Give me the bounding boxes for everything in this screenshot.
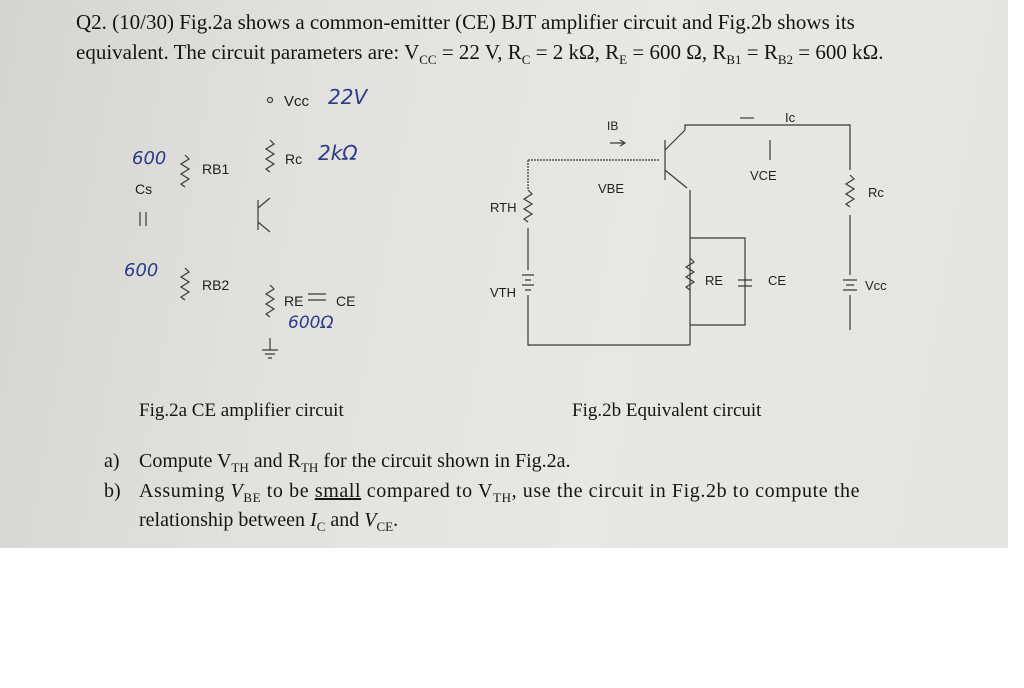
label-vth: VTH [490, 285, 516, 300]
ce-capacitor-2a [308, 294, 326, 300]
hand-vcc-value: 22V [328, 85, 368, 109]
vth-source [522, 275, 534, 290]
label-rb2: RB2 [202, 277, 230, 293]
rc-resistor-2b [846, 175, 854, 207]
vcc-source-2b [843, 280, 857, 290]
label-vcc-2a: Vcc [284, 93, 310, 110]
label-re-2b: RE [705, 273, 724, 288]
label-ib: IB [607, 119, 619, 133]
label-ce-2a: CE [336, 293, 356, 309]
transistor-2a [258, 198, 270, 232]
hand-rc-value: 2kΩ [318, 141, 358, 165]
hand-re-value: 600Ω [288, 313, 334, 333]
collector-wire [685, 125, 850, 170]
label-ce-2b: CE [768, 273, 787, 288]
label-rb1: RB1 [202, 161, 230, 177]
label-rc-2b: Rc [868, 185, 884, 200]
question-header-line1: Q2. (10/30) Fig.2a shows a common-emitter (CE) BJT amplifier circuit and Fig.2b shows its [76, 10, 855, 34]
rth-resistor [524, 190, 532, 222]
label-re-2a: RE [284, 293, 304, 309]
hand-rb2-value: 600 [124, 260, 159, 281]
label-cs: Cs [135, 181, 153, 197]
bottom-wire [528, 295, 690, 345]
label-vce: VCE [750, 168, 777, 183]
label-ic: Ic [785, 110, 796, 125]
question-header-line2: equivalent. The circuit parameters are: $V_{CC} = 22$ V, $R_C = 2$ kΩ, $R_E = 600$ Ω, $R_{B1} = R_{B2} = 600$ kΩ. [76, 40, 884, 68]
question-b-letter: b) [104, 480, 121, 502]
label-vbe: VBE [598, 181, 625, 196]
rc-resistor [266, 140, 274, 172]
vcc-terminal [268, 98, 273, 103]
label-rc-2a: Rc [285, 151, 303, 167]
label-rth: RTH [490, 200, 517, 215]
caption-fig2a: Fig.2a CE amplifier circuit [139, 400, 344, 421]
cs-capacitor [140, 212, 146, 226]
rb1-resistor [181, 155, 189, 187]
ib-arrow [610, 140, 625, 146]
label-vcc-2b: Vcc [865, 278, 887, 293]
question-a-text: Compute $V_{TH}$ and $R_{TH}$ for the circuit shown in Fig.2a. [139, 450, 571, 475]
transistor-2b [665, 130, 687, 188]
hand-rb1-value: 600 [132, 148, 167, 169]
rb2-resistor [181, 268, 189, 300]
base-wire [528, 160, 660, 190]
question-b-text-line1: Assuming $V_{BE}$ to be small compared to $V_{TH}$, use the circuit in Fig.2b to compute the [139, 480, 861, 505]
question-b-text-line2: relationship between $I_C$ and $V_{CE}$. [139, 509, 399, 534]
question-a-letter: a) [104, 450, 120, 472]
ground-2a [262, 338, 278, 358]
caption-fig2b: Fig.2b Equivalent circuit [572, 400, 762, 421]
re-resistor [266, 285, 274, 317]
